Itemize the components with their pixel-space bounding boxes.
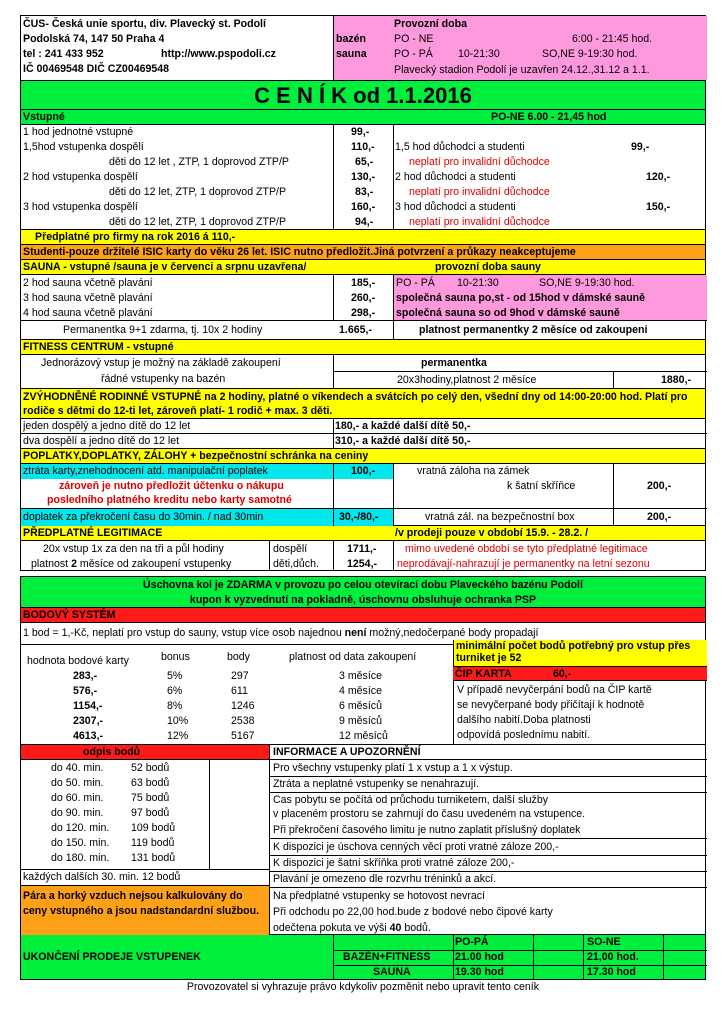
points-card-value: 1154,- [73, 700, 103, 712]
pool-end-weekday: 21.00 hod [455, 951, 504, 963]
admission-table [20, 125, 706, 230]
points-bonus: 6% [167, 685, 183, 697]
deduction-points: 131 bodů [131, 852, 176, 864]
points-card-value: 4613,- [73, 730, 104, 742]
bike-storage-line: Úschovna kol je ZDARMA v provozu po celou otevírací dobu Plaveckého bazénu Podolí [143, 579, 583, 591]
admission-header [20, 110, 706, 125]
sauna-row: 3 hod sauna včetně plavání [23, 292, 153, 304]
chip-card-header [453, 666, 707, 681]
deposit-row: vratná zál. na bezpečnostní box [425, 511, 575, 523]
points-header [20, 608, 706, 623]
season-pass-price: 1254,- [347, 558, 378, 570]
senior-row: 3 hod důchodci a studenti [395, 201, 516, 213]
admission-price: 83,- [355, 186, 374, 198]
pool-days: PO - NE [394, 33, 434, 45]
points-amount: 5167 [231, 730, 255, 742]
family-price: 310,- a každé další dítě 50,- [335, 435, 471, 447]
points-validity: 12 měsíců [339, 730, 388, 742]
senior-row: 2 hod důchodci a studenti [395, 171, 516, 183]
fitness-header [20, 340, 706, 355]
info-line: Pro všechny vstupenky platí 1 x vstup a 1 x výstup. [273, 762, 513, 774]
chip-card-text: V případě nevyčerpání bodů na ČIP kartě [457, 684, 652, 696]
points-deduction-label: odpis bodů [83, 746, 141, 758]
admission-row: 1,5hod vstupenka dospělí [23, 141, 144, 153]
info-line: v placeném prostoru se zahrnují do času uvedeném na vstupence. [273, 808, 586, 820]
fitness-table [20, 355, 706, 389]
points-bonus: 12% [167, 730, 189, 742]
validity-prefix: platnost [31, 558, 72, 570]
sauna-header [20, 260, 706, 275]
points-validity: 4 měsíce [339, 685, 382, 697]
chip-card-label: ČIP KARTA [455, 668, 512, 680]
bike-storage-line: kupon k vyzvednutí na pokladně, úschovnu obsluhuje ochranka PSP [189, 594, 537, 606]
fee-row: ztráta karty,znehodnocení atd. manipulační poplatek [23, 465, 268, 477]
points-card-value: 283,- [73, 670, 98, 682]
family-table [20, 419, 706, 449]
pool-end-weekend: 21,00 hod. [587, 951, 639, 963]
invalid-note: neplatí pro invalidní důchodce [409, 186, 550, 198]
points-rule-a: 1 bod = 1,-Kč, neplatí pro vstup do sauny, vstup více osob najednou [23, 627, 345, 639]
admission-row: 2 hod vstupenka dospělí [23, 171, 138, 183]
org-website-link[interactable]: http://www.pspodoli.cz [161, 48, 276, 60]
admission-row: děti do 12 let , ZTP, 1 doprovod ZTP/P [109, 156, 289, 168]
points-validity: 3 měsíce [339, 670, 382, 682]
admission-price: 130,- [351, 171, 376, 183]
points-amount: 611 [231, 685, 248, 697]
pool-label: bazén [336, 33, 367, 45]
family-row: jeden dospělý a jedno dítě do 12 let [23, 420, 191, 432]
org-name: ČUS- Česká unie sportu, div. Plavecký st. Podolí [23, 18, 266, 30]
points-amount: 1246 [231, 700, 255, 712]
admission-label: Vstupné [23, 111, 65, 123]
sauna-label: sauna [336, 48, 367, 60]
org-address: Podolská 74, 147 50 Praha 4 [23, 33, 165, 45]
fees-table [20, 464, 706, 526]
deduction-time: do 40. min. [51, 762, 104, 774]
deposit-row: vratná záloha na zámek [417, 465, 530, 477]
company-subscription-text: Předplatné pro firmy na rok 2016 á 110,- [35, 231, 236, 243]
min-points-note [453, 640, 707, 666]
points-rule-text [23, 626, 538, 640]
fee-price: 30,-/80,- [339, 511, 379, 523]
fees-header [20, 449, 706, 464]
senior-price: 120,- [646, 171, 671, 183]
min-points-text: minimální počet bodů potřebný pro vstup přes turniket je 52 [456, 640, 691, 664]
sauna-pass-validity: platnost permanentky 2 měsíce od zakoupení [419, 324, 648, 336]
info-line: Na předplatné vstupenky se hotovost nevrací [273, 890, 485, 902]
points-card-value: 2307,- [73, 715, 104, 727]
deposit-price: 200,- [647, 511, 672, 523]
fitness-note: řádné vstupenky na bazén [101, 373, 226, 385]
admission-row: 1 hod jednotné vstupné [23, 126, 134, 138]
admission-price: 94,- [355, 216, 374, 228]
isic-note [20, 245, 706, 260]
season-pass-table [20, 541, 706, 571]
points-table [20, 640, 706, 745]
deduction-time: do 90. min. [51, 807, 104, 819]
opening-hours [333, 16, 707, 81]
sauna-hours-wd: 10-21:30 [457, 277, 499, 289]
family-row: dva dospělí a jedno dítě do 12 let [23, 435, 180, 447]
steam-note-text: Pára a horký vzduch nejsou kalkulovány do ceny vstupného a jsou nadstandardní službou. [23, 890, 260, 917]
org-ids: IČ 00469548 DIČ CZ00469548 [23, 63, 170, 75]
info-line: Plavání je omezeno dle rozvrhu tréninků a akcí. [273, 873, 497, 885]
admission-price: 160,- [351, 201, 376, 213]
fitness-note: Jednorázový vstup je možný na základě zakoupení [41, 357, 281, 369]
points-bonus: 8% [167, 700, 183, 712]
footer-note: Provozovatel si vyhrazuje právo kdykoliv pozměnit nebo upravit tento ceník [186, 981, 540, 993]
bottom-section [20, 745, 706, 935]
sauna-hours-days: PO - PÁ [396, 277, 435, 289]
points-validity: 6 měsíců [339, 700, 382, 712]
closed-days-note: Plavecký stadion Podolí je uzavřen 24.12.,31.12 a 1.1. [394, 64, 650, 76]
points-deduction-extra: každých dalších 30. min. 12 bodů [23, 871, 181, 883]
org-phone: tel : 241 433 952 [23, 48, 104, 60]
sauna-price: 260,- [351, 292, 376, 304]
fitness-header-label: FITNESS CENTRUM - vstupné [23, 341, 174, 353]
info-line: Při překročení časového limitu je nutno zaplatit příslušný doplatek [273, 824, 581, 836]
deduction-time: do 60. min. [51, 792, 104, 804]
sauna-header-label: SAUNA - vstupné /sauna je v červenci a srpnu uzavřena/ [23, 261, 307, 273]
info-line [273, 921, 431, 935]
sauna-price: 298,- [351, 307, 376, 319]
sauna-hours-we: SO,NE 9-19:30 hod. [539, 277, 635, 289]
points-amount: 2538 [231, 715, 255, 727]
deduction-time: do 180. min. [51, 852, 110, 864]
season-pass-category: dospělí [273, 543, 308, 555]
invalid-note: neplatí pro invalidní důchodce [409, 156, 550, 168]
receipt-note: posledního platného kreditu nebo karty samotné [47, 494, 292, 506]
season-pass-desc: 20x vstup 1x za den na tři a půl hodiny [43, 543, 224, 555]
points-rule-c: možný,nedočerpané body propadají [366, 627, 539, 639]
sauna-end-weekend: 17.30 hod [587, 966, 636, 978]
season-pass-label: PŘEDPLATNÉ LEGITIMACE [23, 527, 163, 539]
season-pass-category: děti,důch. [273, 558, 319, 570]
deduction-time: do 150. min. [51, 837, 110, 849]
senior-price: 150,- [646, 201, 671, 213]
points-col-header: body [227, 651, 250, 663]
points-bonus: 10% [167, 715, 189, 727]
deduction-points: 75 bodů [131, 792, 170, 804]
fitness-pass-price: 1880,- [661, 374, 692, 386]
sauna-pass-price: 1.665,- [339, 324, 372, 336]
points-validity: 9 měsíců [339, 715, 382, 727]
fee-price: 100,- [351, 465, 376, 477]
deduction-points: 63 bodů [131, 777, 170, 789]
admission-row: 3 hod vstupenka dospělí [23, 201, 138, 213]
chip-card-text: dalšího nabití.Doba platnosti [457, 714, 591, 726]
sales-end [20, 935, 706, 980]
info-line: K dispozici je šatní skříňka proti vratné záloze 200,- [273, 857, 515, 869]
admission-price: 65,- [355, 156, 374, 168]
sauna-days: PO - PÁ [394, 48, 433, 60]
season-pass-period: /v prodeji pouze v období 15.9. - 28.2. / [395, 527, 589, 539]
admission-hours: PO-NE 6.00 - 21,45 hod [491, 111, 607, 123]
bike-storage [20, 576, 706, 608]
senior-row: 1,5 hod důchodci a studenti [395, 141, 525, 153]
header-block [20, 15, 706, 80]
sauna-mixed-note: společná sauna po,st - od 15hod v dámské sauně [396, 292, 646, 304]
sauna-row: 2 hod sauna včetně plavání [23, 277, 153, 289]
fine-points: 40 [389, 922, 402, 934]
fitness-pass-desc: 20x3hodiny,platnost 2 měsíce [397, 374, 537, 386]
deduction-points: 97 bodů [131, 807, 170, 819]
info-line: Při odchodu po 22,00 hod.bude z bodové nebo čipové karty [273, 906, 553, 918]
sauna-weekday-hours: 10-21:30 [458, 48, 500, 60]
org-info [21, 16, 333, 81]
sauna-pass: Permanentka 9+1 zdarma, tj. 10x 2 hodiny [63, 324, 263, 336]
season-pass-note: mimo uvedené období se tyto předplatné legitimace [405, 543, 648, 555]
info-header-label: INFORMACE A UPOZORNĚNÍ [273, 746, 421, 758]
pool-hours: 6:00 - 21:45 hod. [572, 33, 653, 45]
sauna-table [20, 275, 706, 340]
points-amount: 297 [231, 670, 249, 682]
pool-fitness-label: BAZÉN+FITNESS [343, 951, 431, 963]
steam-note [21, 885, 269, 935]
info-line: Ztráta a neplatné vstupenky se nenahrazují. [273, 778, 480, 790]
company-subscription [20, 230, 706, 245]
sauna-price: 185,- [351, 277, 376, 289]
deposit-price: 200,- [647, 480, 672, 492]
points-deduction-header [21, 745, 269, 760]
points-bonus: 5% [167, 670, 183, 682]
season-pass-validity [31, 557, 231, 571]
sauna-mixed-note: společná sauna so od 9hod v dámské sauně [396, 307, 620, 319]
sauna-row: 4 hod sauna včetně plavání [23, 307, 153, 319]
fee-row: doplatek za překročení času do 30min. / nad 30min [23, 511, 264, 523]
season-pass-price: 1711,- [347, 543, 377, 555]
season-pass-note: neprodávají-nahrazují je permanentky na letní sezonu [397, 558, 650, 570]
invalid-note: neplatí pro invalidní důchodce [409, 216, 550, 228]
isic-note-text: Studenti-pouze držitelé ISIC karty do věku 26 let. ISIC nutno předložit.Jiná potvrzení a průkazy neakceptujeme [23, 246, 576, 258]
sauna-end-weekday: 19.30 hod [455, 966, 504, 978]
info-line: K dispozici je úschova cenných věcí proti vratné záloze 200,- [273, 841, 559, 853]
deduction-time: do 50. min. [51, 777, 104, 789]
chip-card-text: se nevyčerpané body přičítají k hodnotě [457, 699, 645, 711]
family-ticket [20, 389, 706, 419]
deduction-points: 109 bodů [131, 822, 176, 834]
sauna-weekend-hours: SO,NE 9-19:30 hod. [542, 48, 638, 60]
points-col-header: hodnota bodové karty [27, 655, 129, 667]
fitness-pass-label: permanentka [421, 357, 487, 369]
validity-suffix: měsíce od zakoupení vstupenky [76, 558, 232, 570]
points-col-header: bonus [161, 651, 190, 663]
opening-hours-title: Provozní doba [394, 18, 467, 30]
admission-row: děti do 12 let, ZTP, 1 doprovod ZTP/P [109, 186, 287, 198]
info-line: Cas pobytu se počítá od průchodu turniketem, další služby [273, 794, 549, 806]
weekend-label: SO-NE [587, 936, 621, 948]
senior-price: 99,- [631, 141, 650, 153]
deduction-points: 52 bodů [131, 762, 170, 774]
family-ticket-text: ZVÝHODNĚNÉ RODINNÉ VSTUPNÉ na 2 hodiny, platné o víkendech a svátcích po celý den, všední dny od 14:00-20:00 hod. Platí pro rodiče s dětmi do 12-ti let, zároveň platí- 1 rodič + max. 3 děti. [23, 391, 688, 417]
fine-text-c: bodů. [401, 922, 431, 934]
admission-row: děti do 12 let, ZTP, 1 doprovod ZTP/P [109, 216, 287, 228]
season-pass-header [20, 526, 706, 541]
chip-card-text: odpovídá poslednímu nabití. [457, 729, 591, 741]
weekday-label: PO-PÁ [455, 936, 489, 948]
fees-header-label: POPLATKY,DOPLATKY, ZÁLOHY + bezpečnostní schránka na ceniny [23, 450, 369, 462]
admission-price: 99,- [351, 126, 370, 138]
page-title: C E N Í K od 1.1.2016 [20, 80, 706, 110]
deduction-time: do 120. min. [51, 822, 110, 834]
admission-price: 110,- [351, 141, 375, 153]
family-price: 180,- a každé další dítě 50,- [335, 420, 471, 432]
points-col-header: platnost od data zakoupení [289, 651, 417, 663]
fine-text-a: odečtena pokuta ve výši [273, 922, 390, 934]
validity-months: 2 [71, 558, 77, 570]
deduction-points: 119 bodů [131, 837, 175, 849]
chip-card-price: 60,- [553, 668, 572, 680]
points-card-value: 576,- [73, 685, 98, 697]
deposit-row: k šatní skříňce [507, 480, 576, 492]
sales-end-label: UKONČENÍ PRODEJE VSTUPENEK [23, 951, 201, 963]
sauna-hours-label: provozní doba sauny [435, 261, 541, 273]
receipt-note: zároveň je nutno předložit účtenku o nákupu [59, 480, 284, 492]
points-header-label: BODOVÝ SYSTÉM [23, 609, 116, 621]
sauna-end-label: SAUNA [373, 966, 411, 978]
points-rule-b: není [344, 627, 367, 639]
